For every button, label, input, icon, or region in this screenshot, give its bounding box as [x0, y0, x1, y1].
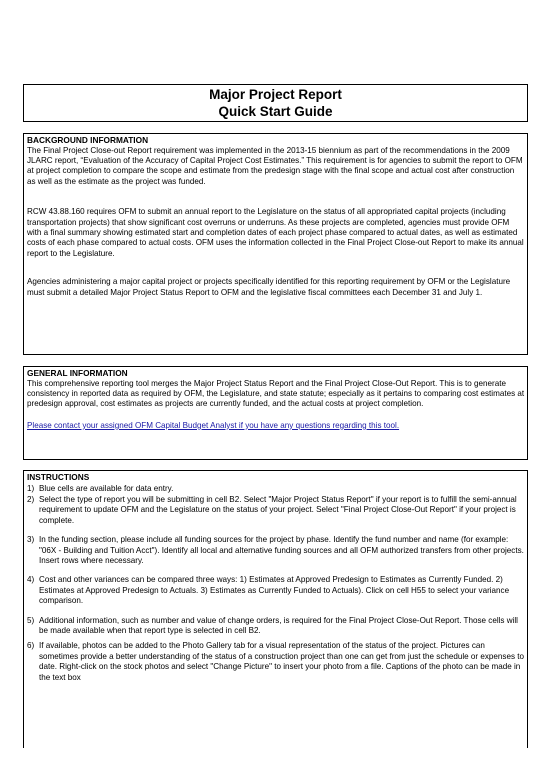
document-subtitle: Quick Start Guide — [218, 104, 333, 119]
instruction-item: 5) Additional information, such as number and value of change orders, is required for the Final Project Close-Out Report. Those cells will be made available when that report type is selected in cell B2. — [27, 615, 518, 636]
instruction-item: 1) Blue cells are available for data entry. — [27, 483, 174, 493]
instructions-section — [23, 470, 528, 748]
background-section — [23, 133, 528, 355]
background-paragraph-2: RCW 43.88.160 requires OFM to submit an annual report to the Legislature on the status of all appropriated capital projects (including transportation projects) that show significant cost overruns or underruns. As these projects are completed, agencies must provide OFM with a final summary showing estimated start and completion dates of each project phase compared to actual dates, as well as estimated costs of each phase compared to actual costs. OFM uses the information collected in the Final Project Close-out Report to make its annual report to the Legislature. — [27, 207, 524, 258]
title-box — [23, 84, 528, 122]
general-section — [23, 366, 528, 460]
instruction-item: 3) In the funding section, please include all funding sources for the project by phase. Identify the fund number and name (for example: "06X - Building and Tuition Acct"). Identify all local and alternative funding sources and all OFM authorized transfers from other projects. Insert rows where necessary. — [27, 535, 524, 566]
instructions-heading: INSTRUCTIONS — [27, 472, 90, 482]
instruction-item: 4) Cost and other variances can be compared three ways: 1) Estimates at Approved Predesign to Estimates as Currently Funded. 2) Estimates at Approved Predesign to Actuals. 3) Estimates as Currently Funded to Actuals). Click on cell H55 to select your variance comparison. — [27, 575, 510, 606]
background-heading: BACKGROUND INFORMATION — [27, 135, 149, 145]
document-title: Major Project Report — [209, 87, 342, 102]
general-paragraph: This comprehensive reporting tool merges the Major Project Status Report and the Final Project Close-Out Report. This is to generate consistency in reported data as required by OFM, the Legislature, and state statute; especially as it pertains to comparing cost estimates at predesign approval, cost estimates as projects are currently funded, and the actual costs at project completion. — [27, 378, 525, 409]
background-paragraph-3: Agencies administering a major capital project or projects specifically identified for this reporting requirement by OFM or the Legislature must submit a detailed Major Project Status Report to OFM and the legislative fiscal committees each December 31 and July 1. — [27, 277, 511, 297]
instruction-item: 2) Select the type of report you will be submitting in cell B2. Select "Major Project Status Report" if your report is to fulfill the semi-annual requirement to update OFM and the Legislature on the status of your project. Select "Final Project Close-Out Report" if your project is complete. — [27, 495, 517, 525]
instruction-item: 6) If available, photos can be added to the Photo Gallery tab for a visual representation of the status of the project. Pictures can sometimes provide a better understanding of the status of a construction project than one can get from just the schedule or expenses to date. Right-click on the stock photos and select "Change Picture" to insert your photo from a file. Captions of the photo can be made in the text box — [27, 641, 525, 682]
background-paragraph-1: The Final Project Close-out Report requirement was implemented in the 2013-15 biennium as part of the recommendations in the 2009 JLARC report, “Evaluation of the Accuracy of Capital Project Cost Estimates.” This requirement is for agencies to submit the report to OFM at project completion to compare the scope and estimate from the predesign stage with the final scope and actual cost after construction as well as the estimate as the project was funded. — [27, 145, 523, 186]
contact-analyst-link[interactable]: Please contact your assigned OFM Capital Budget Analyst if you have any questions regarding this tool. — [27, 420, 400, 430]
general-heading: GENERAL INFORMATION — [27, 368, 128, 378]
